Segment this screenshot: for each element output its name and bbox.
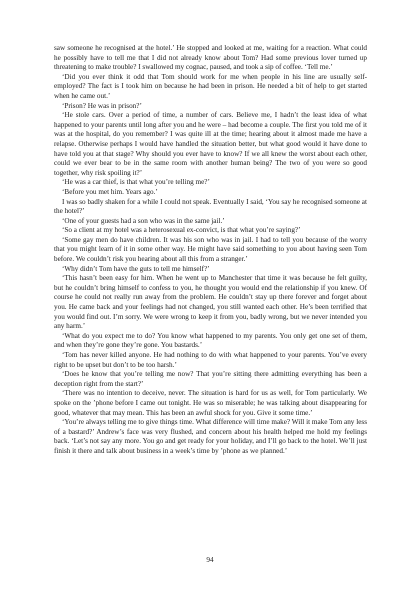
paragraph: saw someone he recognised at the hotel.’ He stopped and looked at me, waiting for a reaction. What could he possibly have to tell me that I did not already know about Tom? Had some previous lover turned up threatening to make trouble? I swallowed my cognac, paused, and took a sip of coffee. ‘Tell me.’: [54, 44, 367, 72]
paragraph: ‘This hasn’t been easy for him. When he went up to Manchester that time it was because he felt guilty, but he couldn’t bring himself to confess to you, he thought you would end the relationship if you knew. Of course he could not really run away from the problem. He couldn’t stay up there forever and forget about you. He came back and your feelings had not changed, you still wanted each other. He’s been terrified that you would find out. I’m sorry. We were wrong to keep it from you, badly wrong, but we never intended you any harm.’: [54, 274, 367, 331]
paragraph: ‘Did you ever think it odd that Tom should work for me when people in his line are usually self-employed? The fact is I took him on because he had been in prison. He needed a bit of help to get started when he came out.’: [54, 72, 367, 100]
paragraph: ‘Why didn’t Tom have the guts to tell me himself?’: [62, 264, 210, 273]
paragraph: ‘Before you met him. Years ago.’: [62, 187, 158, 196]
paragraph: ‘Prison? He was in prison?’: [62, 101, 142, 110]
paragraph: ‘So a client at my hotel was a heterosexual ex-convict, is that what you’re saying?’: [62, 226, 301, 235]
page-body: [54, 44, 367, 457]
paragraph: ‘He stole cars. Over a period of time, a number of cars. Believe me, I hadn’t the least idea of what happened to your parents until long after you and he were – had become a couple. The first you told me of it was at the hospital, do you remember? I was quite ill at the time; hearing about it almost made me have a relapse. Otherwise perhaps I would have handled the situation better, but what good would it have done to have told you at that stage? Why should you ever have to know? If we all knew the worst about each other, could we ever bear to be in the same room with another human being? The two of you were so good together, why risk spoiling it?’: [54, 111, 367, 177]
paragraph: ‘He was a car thief, is that what you’re telling me?’: [62, 178, 210, 187]
paragraph: ‘Some gay men do have children. It was his son who was in jail. I had to tell you because of the worry that you might learn of it in some other way. He might have said something to you about having seen Tom before. We couldn’t risk you hearing about all this from a stranger.’: [54, 235, 367, 264]
page-number: 94: [206, 556, 214, 564]
paragraph: ‘Does he know that you’re telling me now? That you’re sitting there admitting everything has been a deception right from the start?’: [54, 370, 367, 388]
paragraph: ‘What do you expect me to do? You know what happened to my parents. You only get one set of them, and when they’re gone they’re gone. You bastards.’: [54, 331, 367, 350]
paragraph: ‘One of your guests had a son who was in the same jail.’: [62, 216, 225, 225]
paragraph: I was so badly shaken for a while I could not speak. Eventually I said, ‘You say he recognised someone at the hotel?’: [54, 197, 367, 216]
paragraph: ‘You’re always telling me to give things time. What difference will time make? Will it make Tom any less of a bastard?’ Andrew’s face was very flushed, and concern about his health helped me hold my feelings back. ‘Let’s not say any more. You go and get ready for your holiday, and I’ll go back to the hotel. We’ll just finish it there and talk about business in a week’s time by ’phone as we planned.’: [54, 418, 367, 455]
paragraph: ‘Tom has never killed anyone. He had nothing to do with what happened to your parents. You’ve every right to be upset but don’t to be too harsh.’: [54, 351, 367, 369]
paragraph: ‘There was no intention to deceive, never. The situation is hard for us as well, for Tom particularly. We spoke on the ’phone before I came out tonight. He was so miserable; he was talking about disappearing for good, whatever that may mean. This has been an awful shock for you. Give it some time.’: [54, 389, 367, 417]
